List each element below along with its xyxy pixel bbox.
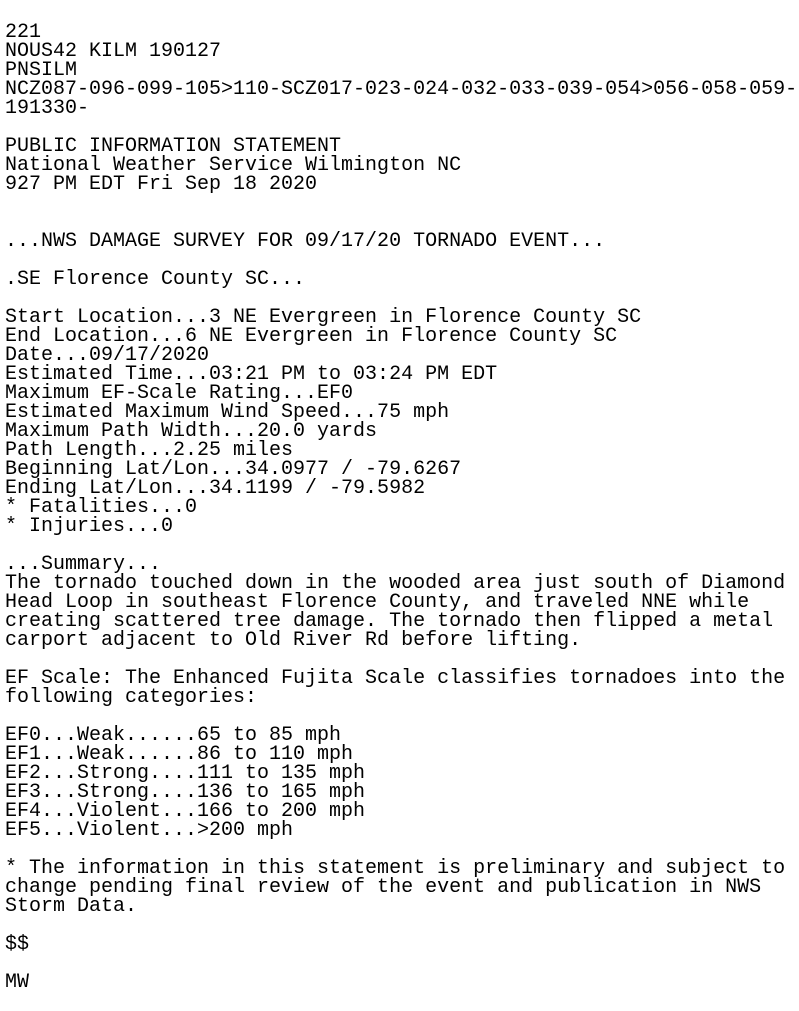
ef-category: EF4...Violent...166 to 200 mph [5, 800, 366, 823]
event-headline: ...NWS DAMAGE SURVEY FOR 09/17/20 TORNADO EVENT... [5, 230, 606, 253]
product-terminator: $$ [5, 933, 30, 956]
detail-line: * Fatalities...0 [5, 496, 198, 519]
summary-line: Head Loop in southeast Florence County, and traveled NNE while [5, 591, 750, 614]
detail-line: Estimated Maximum Wind Speed...75 mph [5, 401, 450, 424]
summary-line: The tornado touched down in the wooded area just south of Diamond [5, 572, 786, 595]
detail-line: Path Length...2.25 miles [5, 439, 294, 462]
detail-line: Estimated Time...03:21 PM to 03:24 PM EDT [5, 363, 498, 386]
ef-category: EF3...Strong....136 to 165 mph [5, 781, 366, 804]
blank-line [5, 916, 799, 935]
summary-heading: ...Summary... [5, 553, 162, 576]
ef-category: EF1...Weak......86 to 110 mph [5, 743, 354, 766]
detail-line: Maximum Path Width...20.0 yards [5, 420, 378, 443]
awips-id: PNSILM [5, 59, 78, 82]
ef-category: EF5...Violent...>200 mph [5, 819, 294, 842]
detail-line: End Location...6 NE Evergreen in Florence County SC [5, 325, 618, 348]
ugc-line: 191330- [5, 97, 90, 120]
detail-line: Beginning Lat/Lon...34.0977 / -79.6267 [5, 458, 462, 481]
summary-line: creating scattered tree damage. The tornado then flipped a metal [5, 610, 774, 633]
ef-category: EF0...Weak......65 to 85 mph [5, 724, 342, 747]
forecaster-signature: MW [5, 971, 30, 994]
disclaimer-line: * The information in this statement is preliminary and subject to [5, 857, 786, 880]
detail-line: Date...09/17/2020 [5, 344, 210, 367]
sequence-number: 221 [5, 21, 42, 44]
detail-line: Start Location...3 NE Evergreen in Florence County SC [5, 306, 642, 329]
issue-time: 927 PM EDT Fri Sep 18 2020 [5, 173, 318, 196]
event-area: .SE Florence County SC... [5, 268, 306, 291]
ef-scale-intro: EF Scale: The Enhanced Fujita Scale classifies tornadoes into the [5, 667, 786, 690]
issuing-office: National Weather Service Wilmington NC [5, 154, 462, 177]
ef-scale-intro: following categories: [5, 686, 258, 709]
disclaimer-line: change pending final review of the event and publication in NWS [5, 876, 762, 899]
summary-line: carport adjacent to Old River Rd before lifting. [5, 629, 582, 652]
ef-category: EF2...Strong....111 to 135 mph [5, 762, 366, 785]
wmo-header: NOUS42 KILM 190127 [5, 40, 222, 63]
blank-line [5, 194, 799, 213]
ugc-line: NCZ087-096-099-105>110-SCZ017-023-024-032-033-039-054>056-058-059- [5, 78, 798, 101]
blank-line [5, 954, 799, 973]
disclaimer-line: Storm Data. [5, 895, 138, 918]
statement-title: PUBLIC INFORMATION STATEMENT [5, 135, 342, 158]
detail-line: Ending Lat/Lon...34.1199 / -79.5982 [5, 477, 426, 500]
detail-line: * Injuries...0 [5, 515, 174, 538]
detail-line: Maximum EF-Scale Rating...EF0 [5, 382, 354, 405]
